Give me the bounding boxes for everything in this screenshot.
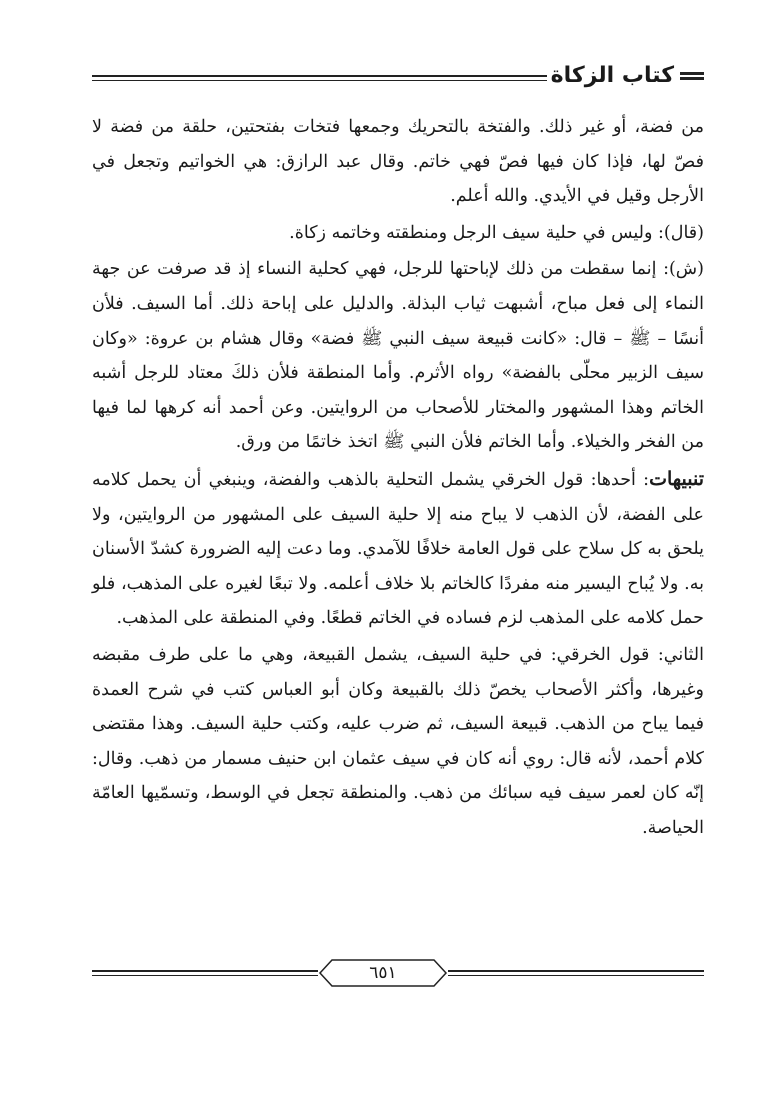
paragraph-2: (قال): وليس في حلية سيف الرجل ومنطقته وخاتمه زكاة. [289,222,704,243]
notes-heading: تنبيهات [649,467,704,490]
header-ornament-icon [680,72,704,80]
page-footer [92,958,704,998]
paragraph-4 [92,462,704,636]
header-rule-thin [92,80,547,81]
page-header [92,62,704,92]
page-number: ٦٥١ [369,963,397,983]
chapter-title: كتاب الزكاة [550,63,674,88]
paragraph-1: من فضة، أو غير ذلك. والفتخة بالتحريك وجمعها فتخات بفتحتين، حلقة من فضة لا فصّ لها، فإذا كان فيها فصّ فهي خاتم. وقال عبد الرازق: هي الخواتيم وتجعل في الأرجل وقيل في الأيدي. والله أعلم. [92,117,704,207]
paragraph-5: الثاني: قول الخرقي: في حلية السيف، يشمل القبيعة، وهي ما على طرف مقبضه وغيرها، وأكثر الأصحاب يخصّ ذلك بالقبيعة وكان أبو العباس كتب في شرح العمدة فيما يباح من الذهب. قبيعة السيف، ثم ضرب عليه، وكتب حلية السيف. وهذا مقتضى كلام أحمد، لأنه قال: روي أنه كان في سيف عثمان ابن حنيف مسمار من ذهب. وقال: إنّه كان لعمر سيف فيه سبائك من ذهب. والمنطقة تجعل في الوسط، وتسمّيها العامّة الحياصة. [92,644,704,838]
page-body [92,110,704,845]
paragraph-4-text: : أحدها: قول الخرقي يشمل التحلية بالذهب والفضة، وينبغي أن يحمل كلامه على الفضة، لأن الذهب لا يباح منه إلا حلية السيف على المشهور من الروايتين، ولا يلحق به كل سلاح على قول العامة خلافًا للآمدي. وما دعت إليه الضرورة كشدّ الأسنان به. ولا يُباح اليسير منه مفردًا كالخاتم بلا خلاف أعلمه. ولا تبعًا لغيره على المذهب، فلو حمل كلامه على المذهب لزم فساده في الخاتم قطعًا. وفي المنطقة على المذهب. [92,469,704,629]
header-rule [92,75,547,77]
page-number-frame [318,958,448,988]
paragraph-3: (ش): إنما سقطت من ذلك لإباحتها للرجل، فهي كحلية النساء إذ قد صرفت عن جهة النماء إلى فعل مباح، أشبهت ثياب البذلة. والدليل على إباحة ذلك. أما السيف. فلأن أنسًا – ﷺ – قال: «كانت قبيعة سيف النبي ﷺ فضة» وقال هشام بن عروة: «وكان سيف الزبير محلّى بالفضة» رواه الأثرم. وأما المنطقة فلأن ذلكَ معتاد للرجل أشبه الخاتم وهذا المشهور والمختار للأصحاب من الروايتين. وعن أحمد أنه كرهها لما فيها من الفخر والخيلاء. وأما الخاتم فلأن النبي ﷺ اتخذ خاتمًا من ورق. [92,259,704,453]
